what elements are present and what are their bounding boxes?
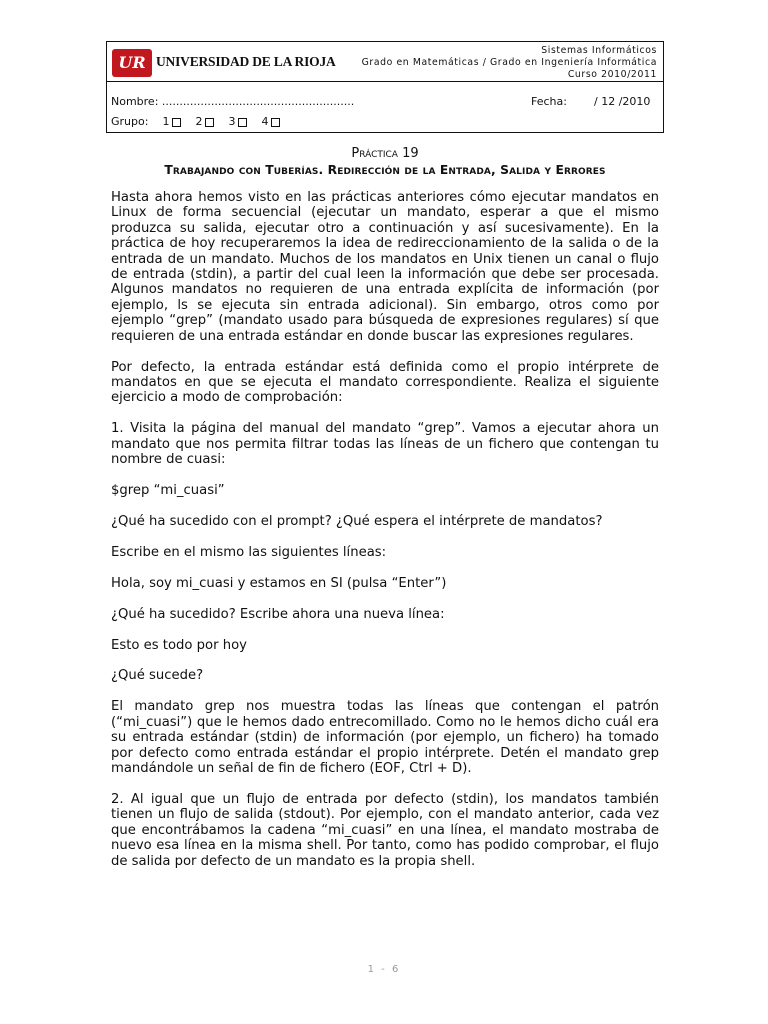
paragraph: El mandato grep nos muestra todas las líneas que contengan el patrón (“mi_cuasi”) que le hemos dado entrecomillado. Como no le hemos dicho cuál era su entrada estándar (stdin) de información (por ejemplo, un fichero) ha tomado por defecto como entrada estándar el propio intérprete. Detén el mandato grep mandándole un señal de fin de fichero (EOF, Ctrl + D). [111,699,659,776]
grupo-option-3: 3 [228,115,247,129]
header-box [106,41,664,133]
nombre-field: Nombre: ....................................................... [111,95,355,108]
page-number: 1 - 6 [367,964,401,975]
fecha-value: / 12 /2010 [594,95,651,108]
fecha-label: Fecha: [531,95,567,108]
paragraph: 1. Visita la página del manual del mandato “grep”. Vamos a ejecutar ahora un mandato que nos permita filtrar todas las líneas de un fichero que contengan tu nombre de cuasi: [111,421,659,468]
body-text [111,190,659,884]
practice-title: Trabajando con Tuberías. Redirección de la Entrada, Salida y Errores [164,163,606,177]
paragraph: $grep “mi_cuasi” [111,483,225,498]
header-top-row [107,42,663,82]
university-logo-icon: UR [112,49,152,77]
paragraph: Escribe en el mismo las siguientes líneas: [111,544,387,560]
checkbox-icon [271,118,280,127]
grupo-label: Grupo: [111,115,149,128]
paragraph: ¿Qué sucede? [111,668,204,684]
paragraph: ¿Qué ha sucedido? Escribe ahora una nueva línea: [111,606,445,622]
paragraph: 2. Al igual que un flujo de entrada por defecto (stdin), los mandatos también tienen un flujo de salida (stdout). Por ejemplo, con el mandato anterior, cada vez que encontrábamos la cadena “mi_cuasi” en una línea, el mandato mostraba de nuevo esa línea en la misma shell. Por tanto, como has podido comprobar, el flujo de salida por defecto de un mandato es la propia shell. [111,791,659,869]
paragraph: ¿Qué ha sucedido con el prompt? ¿Qué espera el intérprete de mandatos? [111,513,603,529]
practice-number: Práctica 19 [351,146,419,161]
academic-year: Curso 2010/2011 [567,69,657,80]
grupo-option-2: 2 [195,115,214,129]
paragraph: Hola, soy mi_cuasi y estamos en SI (pulsa “Enter”) [111,575,447,591]
grupo-option-4: 4 [261,115,280,129]
title-block [106,146,664,178]
checkbox-icon [205,118,214,127]
grupo-row [111,115,280,129]
degree-name: Grado en Matemáticas / Grado en Ingeniería Informática [361,57,657,68]
paragraph: Hasta ahora hemos visto en las prácticas anteriores cómo ejecutar mandatos en Linux de forma secuencial (ejecutar un mandato, esperar a que el mismo produzca su salida, ejecutar otro a continuación y así sucesivamente). En la práctica de hoy recuperaremos la idea de redireccionamiento de la salida o de la entrada de un mandato. Muchos de los mandatos en Unix tienen un canal o flujo de entrada (stdin), a partir del cual leen la información que debe ser procesada. Algunos mandatos no requieren de una entrada explícita de información (por ejemplo, ls se ejecuta sin entrada adicional). Sin embargo, otros como por ejemplo “grep” (mandato usado para búsqueda de expresiones regulares) sí que requieren de una entrada estándar en donde buscar las expresiones regulares. [111,190,659,344]
course-info [362,45,657,81]
checkbox-icon [172,118,181,127]
paragraph: Por defecto, la entrada estándar está definida como el propio intérprete de mandatos en que se ejecuta el mandato correspondiente. Realiza el siguiente ejercicio a modo de comprobación: [111,359,659,406]
university-name: UNIVERSIDAD DE LA RIOJA [156,54,336,69]
paragraph: Esto es todo por hoy [111,637,247,653]
grupo-option-1: 1 [162,115,181,129]
course-name: Sistemas Informáticos [541,45,657,56]
checkbox-icon [238,118,247,127]
